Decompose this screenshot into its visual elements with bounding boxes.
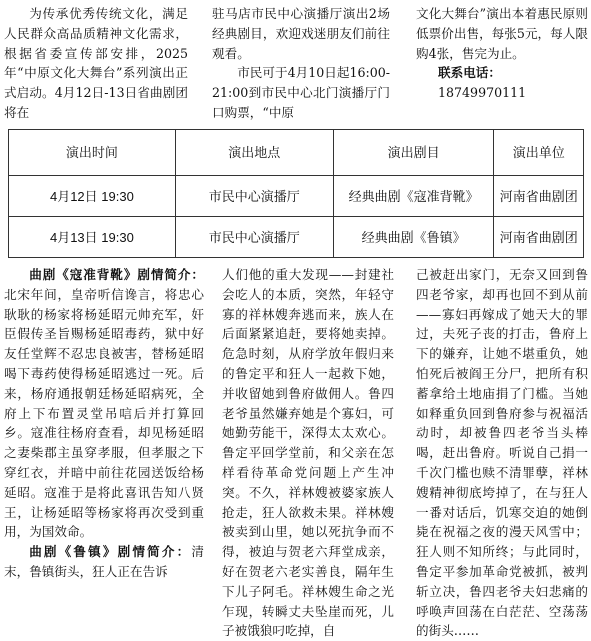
contact-label: 联系电话： [438,65,501,81]
synopsis-column-1 [4,265,204,582]
synopsis-text-4: 己被赶出家门，无奈又回到鲁四老爷家，却再也回不到从前——寡妇再嫁成了她天大的罪过，夫死子丧的打击，鲁府上下的嫌弃，让她不堪重负，她怕死后被阎王分尸，把所有积蓄拿给土地庙捐了门槛。当她如释重负回到鲁府参与祝福活动时，却被鲁四老爷当头棒喝，赶出鲁府。听说自己捐一千次门槛也赎不清罪孽，祥林嫂精神彻底垮掉了，在与狂人一番对话后，饥寒交迫的她倒毙在祝福之夜的漫天风雪中；狂人则不知所终；与此同时，鲁定平参加革命党被抓，被判斩立决，鲁四老爷夫妇悲痛的呼唤声回荡在白茫茫、空荡荡的街头…… [416,267,588,639]
synopsis-text-2: 清末，鲁镇街头，狂人正在告诉 [4,544,204,579]
cell-program: 经典曲剧《寇准背靴》 [333,176,494,217]
synopsis-text-3: 人们他的重大发现——封建社会吃人的本质，突然，年轻守寡的祥林嫂奔逃而来，族人在后面紧紧追赶，要将她卖掉。危急时刻，从府学放年假归来的鲁定平和狂人一起救下她，并收留她到鲁府做佣人。鲁四老爷虽然嫌弃她是个寡妇，可她勤劳能干，深得太太欢心。鲁定平回学堂前，和父亲在怎样看待革命党问题上产生冲突。不久，祥林嫂被婆家族人抢走，狂人欲救未果。祥林嫂被卖到山里，她以死抗争而不得，被迫与贺老六拜堂成亲，好在贺老六老实善良，隔年生下儿子阿毛。祥林嫂生命之光乍现，转瞬丈夫坠崖而死，儿子被饿狼叼吃掉，自 [222,267,394,639]
cell-unit: 河南省曲剧团 [494,217,584,258]
notice-paragraph-4: 文化大舞台”演出本着惠民原则低票价出售，每张5元，每人限购4张，售完为止。 [416,6,588,61]
header-program: 演出剧目 [333,130,494,176]
header-time: 演出时间 [9,130,176,176]
cell-venue: 市民中心演播厅 [175,176,333,217]
synopsis-title-1: 曲剧《寇准背靴》剧情简介： [29,267,204,282]
cell-time: 4月13日 19:30 [9,217,176,258]
schedule-table [8,129,584,258]
notice-column-2 [212,4,390,123]
synopsis-paragraph-2 [4,542,204,582]
header-venue: 演出地点 [175,130,333,176]
synopsis-column-3 [416,265,588,641]
notice-column-1 [4,4,188,123]
schedule-header-row [9,130,584,176]
contact-phone: 18749970111 [438,85,527,101]
cell-time: 4月12日 19:30 [9,176,176,217]
synopsis-paragraph-1 [4,265,204,542]
synopsis-title-2: 曲剧《鲁镇》剧情简介： [29,544,192,560]
notice-column-3 [416,4,588,103]
table-row [9,217,584,258]
table-row [9,176,584,217]
notice-paragraph-3: 市民可于4月10日起16:00-21:00到市民中心北门演播厅门口购票，“中原 [212,65,390,120]
cell-venue: 市民中心演播厅 [175,217,333,258]
header-unit: 演出单位 [494,130,584,176]
cell-program: 经典曲剧《鲁镇》 [333,217,494,258]
notice-paragraph-2: 驻马店市民中心演播厅演出2场经典剧目，欢迎戏迷朋友们前往观看。 [212,6,390,61]
synopsis-text-1: 北宋年间，皇帝听信谗言，将忠心耿耿的杨家将杨延昭元帅充军，奸臣假传圣旨赐杨延昭毒药，狱中好友任堂辉不忍忠良被害，替杨延昭喝下毒药使得杨延昭逃过一死。后来，杨府通报朝廷杨延昭病死，全府上下布置灵堂吊唁后并打算回乡。寇准往杨府查看，却见杨延昭之妻柴郡主虽穿孝服，但孝服之下穿红衣，并暗中前往花园送饭给杨延昭。寇准于是将此喜讯告知八贤王，让杨延昭等杨家将再次受到重用，为国效命。 [4,286,204,540]
notice-paragraph-1: 为传承优秀传统文化，满足人民群众高品质精神文化需求，根据省委宣传部安排，2025年“中原文化大舞台”系列演出正式启动。4月12日-13日省曲剧团将在 [4,6,188,120]
synopsis-column-2 [222,265,394,641]
cell-unit: 河南省曲剧团 [494,176,584,217]
